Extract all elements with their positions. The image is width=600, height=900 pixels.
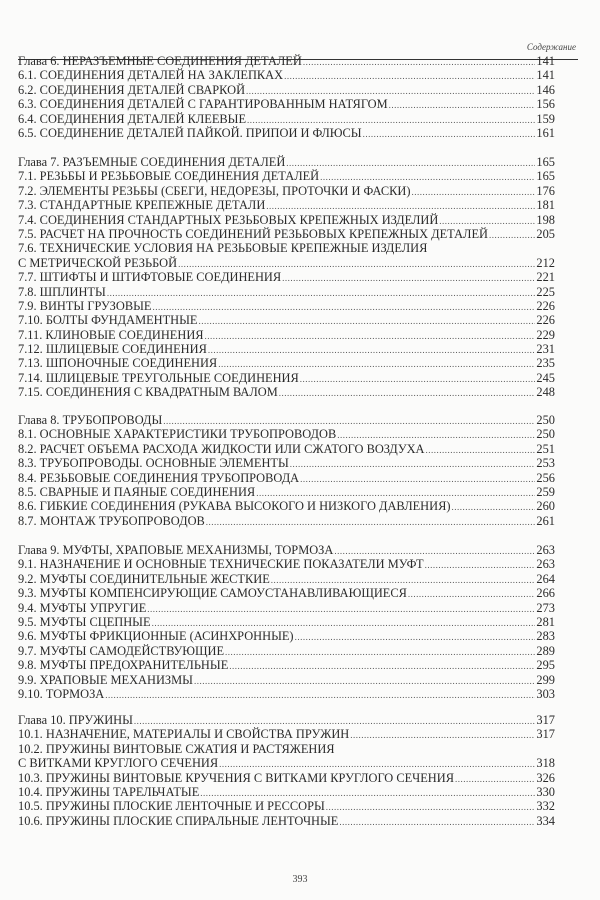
page-number: 393: [292, 874, 308, 885]
toc-entry-title: 7.4. СОЕДИНЕНИЯ СТАНДАРТНЫХ РЕЗЬБОВЫХ КРЕПЕЖНЫХ ИЗДЕЛИЙ: [18, 212, 439, 227]
toc-entry-title: 7.8. ШПЛИНТЫ: [18, 284, 106, 299]
toc-entry: [18, 485, 555, 499]
toc-entry-page: 141: [536, 68, 555, 83]
toc-entry: [18, 285, 555, 299]
toc-entry: [18, 241, 555, 255]
dot-leader: [163, 414, 535, 428]
toc-entry-title: 6.2. СОЕДИНЕНИЯ ДЕТАЛЕЙ СВАРКОЙ: [18, 82, 246, 97]
toc-entry: [18, 471, 555, 485]
toc-entry: [18, 198, 555, 212]
toc-entry-title: 7.9. ВИНТЫ ГРУЗОВЫЕ: [18, 298, 152, 313]
toc-entry-page: 165: [536, 169, 555, 184]
toc-entry-title: 7.12. ШЛИЦЕВЫЕ СОЕДИНЕНИЯ: [18, 342, 207, 357]
toc-entry-page: 146: [536, 82, 555, 97]
toc-entry: [18, 385, 555, 399]
toc-entry-page: 161: [536, 125, 555, 140]
toc-entry-title: 9.2. МУФТЫ СОЕДИНИТЕЛЬНЫЕ ЖЕСТКИЕ: [18, 571, 270, 586]
toc-entry: [18, 543, 555, 557]
toc-entry-title: 9.1. НАЗНАЧЕНИЕ И ОСНОВНЫЕ ТЕХНИЧЕСКИЕ ПОКАЗАТЕЛИ МУФТ: [18, 557, 424, 572]
toc-entry-page: 176: [536, 183, 555, 198]
toc-entry-page: 259: [536, 484, 555, 499]
toc-entry-page: 226: [536, 313, 555, 328]
toc-entry-page: 181: [536, 198, 555, 213]
toc-entry-title: Глава 9. МУФТЫ, ХРАПОВЫЕ МЕХАНИЗМЫ, ТОРМОЗА: [18, 543, 334, 557]
toc-entry-title: 7.14. ШЛИЦЕВЫЕ ТРЕУГОЛЬНЫЕ СОЕДИНЕНИЯ: [18, 370, 299, 385]
toc-entry-page: 303: [536, 686, 555, 701]
dot-leader: [284, 69, 535, 83]
toc-entry: [18, 169, 555, 183]
dot-leader: [279, 386, 536, 400]
dot-leader: [337, 428, 535, 442]
toc-entry-title: 7.3. СТАНДАРТНЫЕ КРЕПЕЖНЫЕ ДЕТАЛИ: [18, 198, 266, 213]
toc-entry-page: 264: [536, 571, 555, 586]
toc-entry: [18, 629, 555, 643]
toc-entry-title: 9.6. МУФТЫ ФРИКЦИОННЫЕ (АСИНХРОННЫЕ): [18, 629, 294, 644]
toc-entry: [18, 299, 555, 313]
dot-leader: [256, 486, 535, 500]
toc-entry-title: 10.4. ПРУЖИНЫ ТАРЕЛЬЧАТЫЕ: [18, 784, 200, 799]
toc-entry-page: 289: [536, 643, 555, 658]
toc-entry-title: 10.5. ПРУЖИНЫ ПЛОСКИЕ ЛЕНТОЧНЫЕ И РЕССОРЫ: [18, 799, 325, 814]
dot-leader: [300, 472, 535, 486]
toc-entry-page: 248: [536, 385, 555, 400]
toc-entry-page: 221: [536, 270, 555, 285]
toc-entry-title: 7.11. КЛИНОВЫЕ СОЕДИНЕНИЯ: [18, 327, 204, 342]
dot-leader: [219, 757, 535, 771]
toc-entry-title: 7.10. БОЛТЫ ФУНДАМЕНТНЫЕ: [18, 313, 198, 328]
toc-entry-page: 318: [536, 756, 555, 771]
toc-entry-title: 8.4. РЕЗЬБОВЫЕ СОЕДИНЕНИЯ ТРУБОПРОВОДА: [18, 470, 300, 485]
toc-chapter-9: [18, 543, 555, 701]
toc-entry-title: Глава 10. ПРУЖИНЫ: [18, 713, 133, 727]
toc-entry-page: 330: [536, 784, 555, 799]
toc-entry-title: 10.2. ПРУЖИНЫ ВИНТОВЫЕ СЖАТИЯ И РАСТЯЖЕНИЯ: [18, 741, 335, 756]
toc-entry: [18, 687, 555, 701]
toc-entry-title: 7.5. РАСЧЕТ НА ПРОЧНОСТЬ СОЕДИНЕНИЙ РЕЗЬБОВЫХ КРЕПЕЖНЫХ ДЕТАЛЕЙ: [18, 226, 488, 241]
toc-entry-page: 256: [536, 470, 555, 485]
dot-leader: [134, 714, 536, 728]
toc-entry-page: 165: [536, 155, 555, 169]
dot-leader: [105, 688, 535, 702]
dot-leader: [208, 343, 536, 357]
toc-entry: [18, 256, 555, 270]
toc-entry: [18, 586, 555, 600]
toc-entry-title: 7.1. РЕЗЬБЫ И РЕЗЬБОВЫЕ СОЕДИНЕНИЯ ДЕТАЛЕЙ: [18, 169, 320, 184]
dot-leader: [439, 214, 535, 228]
toc-entry-title: 10.3. ПРУЖИНЫ ВИНТОВЫЕ КРУЧЕНИЯ С ВИТКАМИ КРУГЛОГО СЕЧЕНИЯ: [18, 770, 454, 785]
toc-entry: [18, 572, 555, 586]
toc-entry-page: 332: [536, 799, 555, 814]
toc-entry: [18, 814, 555, 828]
toc-entry-title: 6.5. СОЕДИНЕНИЕ ДЕТАЛЕЙ ПАЙКОЙ. ПРИПОИ И ФЛЮСЫ: [18, 125, 362, 140]
toc-entry-title: Глава 6. НЕРАЗЪЕМНЫЕ СОЕДИНЕНИЯ ДЕТАЛЕЙ: [18, 54, 302, 68]
toc-entry: [18, 785, 555, 799]
toc-entry-page: 334: [536, 813, 555, 828]
toc-entry: [18, 328, 555, 342]
toc-entry-title: С МЕТРИЧЕСКОЙ РЕЗЬБОЙ: [18, 255, 178, 270]
dot-leader: [320, 170, 535, 184]
toc-entry: [18, 97, 555, 111]
toc-entry-page: 156: [536, 97, 555, 112]
toc-entry: [18, 184, 555, 198]
toc-entry: [18, 727, 555, 741]
dot-leader: [303, 55, 536, 69]
toc-entry-page: 295: [536, 658, 555, 673]
dot-leader: [206, 515, 536, 529]
toc-entry-title: 10.6. ПРУЖИНЫ ПЛОСКИЕ СПИРАЛЬНЫЕ ЛЕНТОЧНЫЕ: [18, 813, 339, 828]
dot-leader: [200, 786, 535, 800]
toc-chapter-6: [18, 54, 555, 140]
toc-entry-title: 6.4. СОЕДИНЕНИЯ ДЕТАЛЕЙ КЛЕЕВЫЕ: [18, 111, 247, 126]
toc-entry-title: Глава 7. РАЗЪЕМНЫЕ СОЕДИНЕНИЯ ДЕТАЛЕЙ: [18, 155, 286, 169]
dot-leader: [290, 457, 536, 471]
toc-entry: [18, 799, 555, 813]
toc-entry-title: 10.1. НАЗНАЧЕНИЕ, МАТЕРИАЛЫ И СВОЙСТВА ПРУЖИН: [18, 727, 350, 742]
dot-leader: [218, 357, 535, 371]
toc-entry: [18, 658, 555, 672]
toc-entry-title: 7.13. ШПОНОЧНЫЕ СОЕДИНЕНИЯ: [18, 356, 218, 371]
dot-leader: [225, 645, 535, 659]
toc-entry: [18, 213, 555, 227]
dot-leader: [389, 98, 536, 112]
dot-leader: [350, 728, 535, 742]
toc-entry: [18, 771, 555, 785]
toc-entry-page: 263: [536, 543, 555, 557]
toc-entry-title: 8.7. МОНТАЖ ТРУБОПРОВОДОВ: [18, 513, 205, 528]
toc-entry: [18, 112, 555, 126]
dot-leader: [152, 300, 535, 314]
toc-entry: [18, 313, 555, 327]
toc-entry: [18, 742, 555, 756]
dot-leader: [286, 156, 535, 170]
toc-entry-page: 261: [536, 513, 555, 528]
toc-chapter-10: [18, 713, 555, 828]
toc-entry-title: 7.15. СОЕДИНЕНИЯ С КВАДРАТНЫМ ВАЛОМ: [18, 385, 278, 400]
toc-entry: [18, 126, 555, 140]
toc-entry-title: 9.4. МУФТЫ УПРУГИЕ: [18, 600, 147, 615]
toc-entry-page: 326: [536, 770, 555, 785]
toc-entry-page: 260: [536, 499, 555, 514]
toc-entry-title: 9.10. ТОРМОЗА: [18, 686, 105, 701]
dot-leader: [194, 674, 535, 688]
toc-entry: [18, 713, 555, 727]
dot-leader: [199, 314, 536, 328]
toc-entry-page: 317: [536, 713, 555, 727]
toc-entry: [18, 356, 555, 370]
toc-entry-page: 317: [536, 727, 555, 742]
toc-entry-page: 266: [536, 586, 555, 601]
dot-leader: [455, 772, 535, 786]
toc-entry-title: 7.7. ШТИФТЫ И ШТИФТОВЫЕ СОЕДИНЕНИЯ: [18, 270, 282, 285]
toc-entry-title: 8.2. РАСЧЕТ ОБЪЕМА РАСХОДА ЖИДКОСТИ ИЛИ СЖАТОГО ВОЗДУХА: [18, 441, 425, 456]
dot-leader: [411, 185, 535, 199]
toc-entry-page: 263: [536, 557, 555, 572]
dot-leader: [107, 286, 536, 300]
dot-leader: [426, 443, 536, 457]
toc-entry-page: 231: [536, 342, 555, 357]
toc-entry-title: 6.3. СОЕДИНЕНИЯ ДЕТАЛЕЙ С ГАРАНТИРОВАННЫМ НАТЯГОМ: [18, 97, 388, 112]
toc-entry-page: 225: [536, 284, 555, 299]
toc-entry-title: 6.1. СОЕДИНЕНИЯ ДЕТАЛЕЙ НА ЗАКЛЕПКАХ: [18, 68, 284, 83]
toc-entry: [18, 514, 555, 528]
toc-entry: [18, 54, 555, 68]
toc-entry: [18, 601, 555, 615]
toc-entry-title: 7.6. ТЕХНИЧЕСКИЕ УСЛОВИЯ НА РЕЗЬБОВЫЕ КРЕПЕЖНЫЕ ИЗДЕЛИЯ: [18, 241, 428, 256]
dot-leader: [271, 573, 536, 587]
toc-entry-page: 141: [536, 54, 555, 68]
toc-entry-title: 9.3. МУФТЫ КОМПЕНСИРУЮЩИЕ САМОУСТАНАВЛИВАЮЩИЕСЯ: [18, 586, 407, 601]
dot-leader: [229, 659, 535, 673]
dot-leader: [295, 630, 536, 644]
toc-chapter-7: [18, 155, 555, 400]
dot-leader: [266, 199, 535, 213]
dot-leader: [205, 329, 536, 343]
toc-entry-title: 9.5. МУФТЫ СЦЕПНЫЕ: [18, 614, 151, 629]
toc-entry-title: 8.5. СВАРНЫЕ И ПАЯНЫЕ СОЕДИНЕНИЯ: [18, 484, 256, 499]
dot-leader: [178, 257, 535, 271]
dot-leader: [451, 500, 535, 514]
toc-entry-title: Глава 8. ТРУБОПРОВОДЫ: [18, 413, 163, 427]
toc-entry-title: 8.3. ТРУБОПРОВОДЫ. ОСНОВНЫЕ ЭЛЕМЕНТЫ: [18, 456, 289, 471]
toc-entry: [18, 456, 555, 470]
dot-leader: [247, 113, 535, 127]
toc-entry: [18, 442, 555, 456]
dot-leader: [246, 84, 535, 98]
dot-leader: [300, 372, 536, 386]
toc-entry: [18, 673, 555, 687]
toc-entry: [18, 615, 555, 629]
toc-entry-page: 253: [536, 456, 555, 471]
toc-entry-page: 251: [536, 441, 555, 456]
toc-entry-page: 250: [536, 413, 555, 427]
toc-entry: [18, 155, 555, 169]
toc-entry: [18, 756, 555, 770]
toc-entry-page: 205: [536, 226, 555, 241]
dot-leader: [147, 602, 535, 616]
toc-entry: [18, 227, 555, 241]
toc-entry-title: 8.6. ГИБКИЕ СОЕДИНЕНИЯ (РУКАВА ВЫСОКОГО И НИЗКОГО ДАВЛЕНИЯ): [18, 499, 451, 514]
toc-entry-page: 299: [536, 672, 555, 687]
toc-entry-page: 273: [536, 600, 555, 615]
dot-leader: [363, 127, 536, 141]
toc-entry-title: 7.2. ЭЛЕМЕНТЫ РЕЗЬБЫ (СБЕГИ, НЕДОРЕЗЫ, ПРОТОЧКИ И ФАСКИ): [18, 183, 411, 198]
toc-entry-page: 212: [536, 255, 555, 270]
dot-leader: [152, 616, 536, 630]
toc-entry-title: 8.1. ОСНОВНЫЕ ХАРАКТЕРИСТИКИ ТРУБОПРОВОДОВ: [18, 427, 337, 442]
toc-entry-page: 281: [536, 614, 555, 629]
dot-leader: [334, 544, 535, 558]
toc-entry-page: 229: [536, 327, 555, 342]
toc-entry-title: 9.8. МУФТЫ ПРЕДОХРАНИТЕЛЬНЫЕ: [18, 658, 229, 673]
toc-chapter-8: [18, 413, 555, 528]
toc-entry: [18, 270, 555, 284]
toc-entry: [18, 499, 555, 513]
toc-entry: [18, 644, 555, 658]
toc-entry: [18, 83, 555, 97]
toc-entry: [18, 427, 555, 441]
toc-entry-page: 235: [536, 356, 555, 371]
running-title: Содержание: [526, 42, 576, 52]
dot-leader: [489, 228, 535, 242]
toc-entry-page: 159: [536, 111, 555, 126]
toc-entry-title: 9.9. ХРАПОВЫЕ МЕХАНИЗМЫ: [18, 672, 193, 687]
dot-leader: [425, 558, 536, 572]
toc-entry: [18, 413, 555, 427]
toc-entry-page: 245: [536, 370, 555, 385]
toc-entry: [18, 371, 555, 385]
toc-entry: [18, 68, 555, 82]
dot-leader: [339, 815, 535, 829]
toc-entry-page: 226: [536, 298, 555, 313]
toc-entry-page: 283: [536, 629, 555, 644]
toc-entry-page: 250: [536, 427, 555, 442]
dot-leader: [326, 800, 536, 814]
dot-leader: [282, 271, 535, 285]
dot-leader: [408, 587, 536, 601]
toc-entry: [18, 342, 555, 356]
toc-entry: [18, 557, 555, 571]
toc-entry-title: С ВИТКАМИ КРУГЛОГО СЕЧЕНИЯ: [18, 756, 219, 771]
toc-entry-title: 9.7. МУФТЫ САМОДЕЙСТВУЮЩИЕ: [18, 643, 225, 658]
toc-entry-page: 198: [536, 212, 555, 227]
